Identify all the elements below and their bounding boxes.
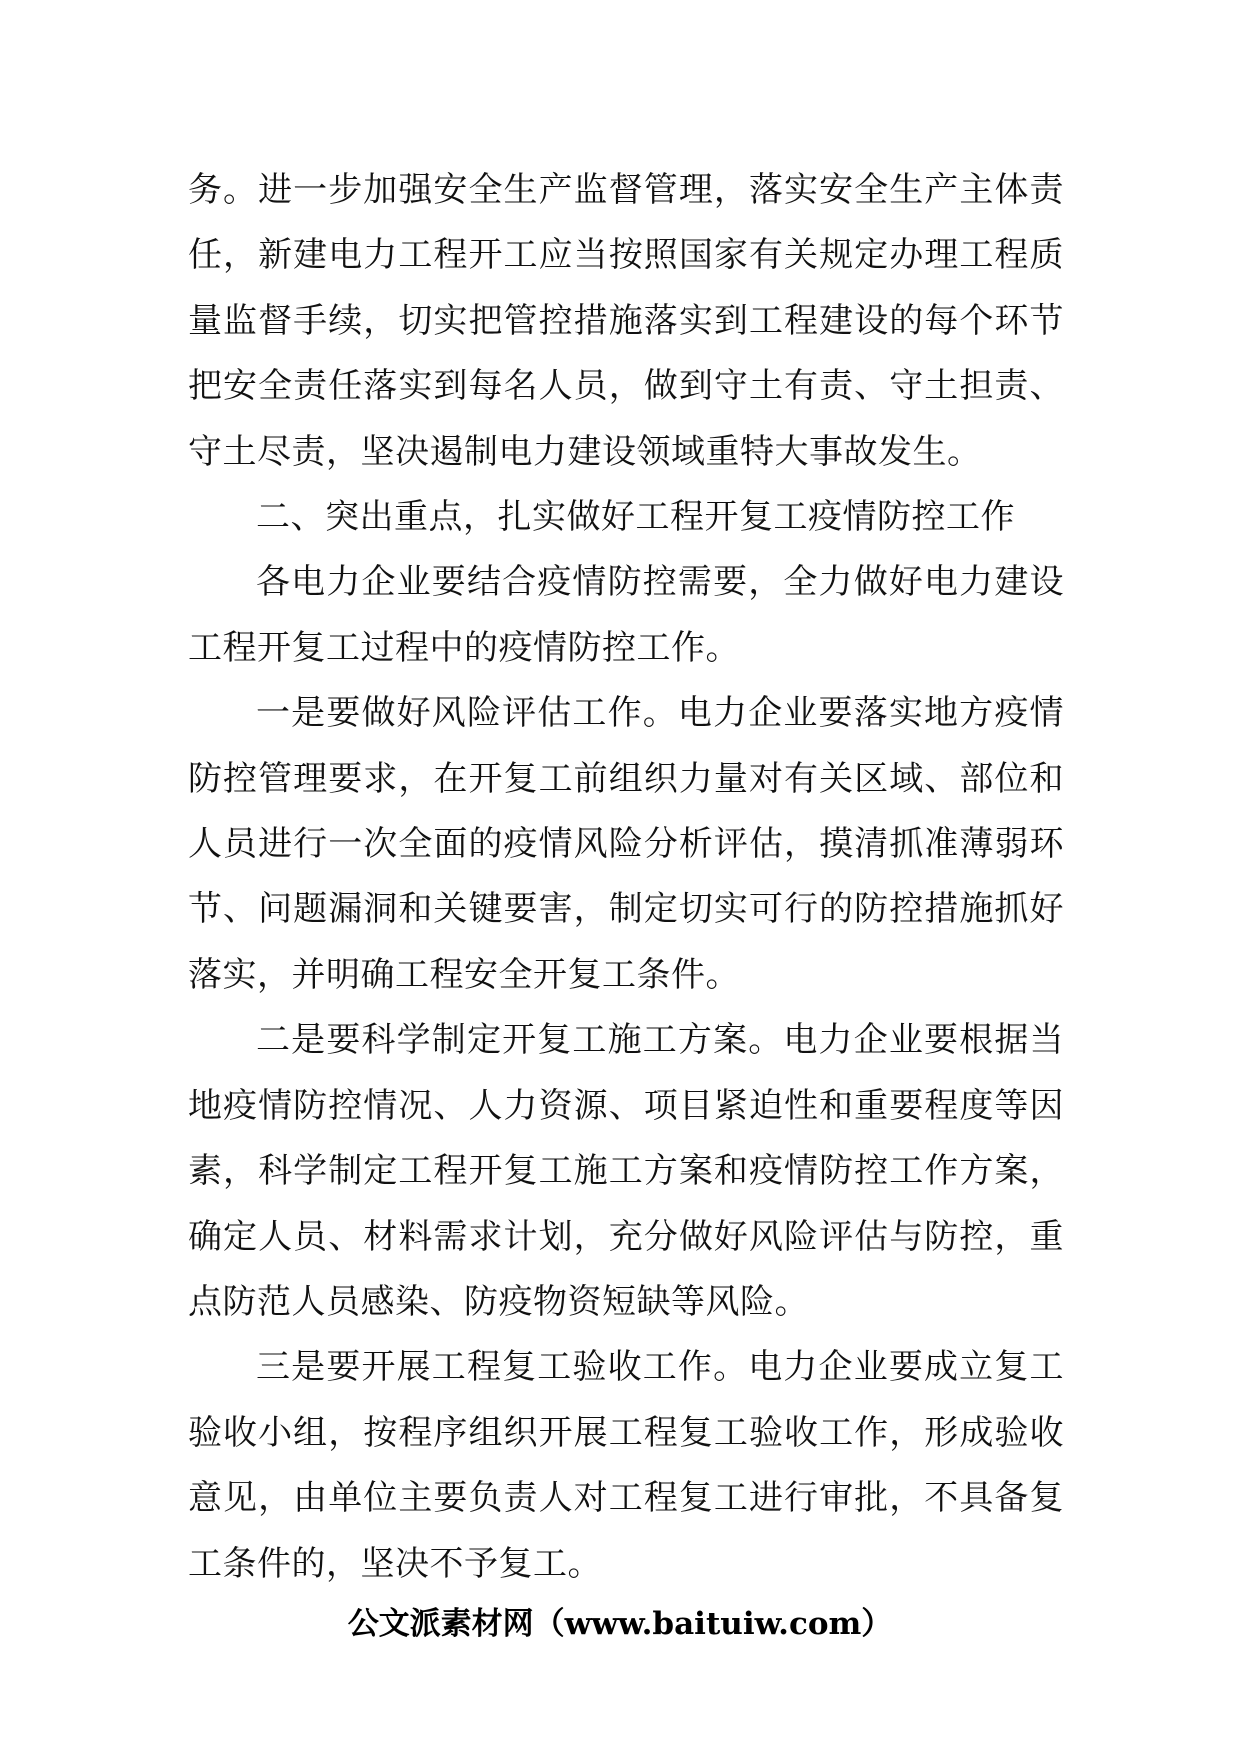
paragraph-intro: 各电力企业要结合疫情防控需要，全力做好电力建设工程开复工过程中的疫情防控工作。 (188, 562, 1064, 668)
paragraph-point-one: 一是要做好风险评估工作。电力企业要落实地方疫情防控管理要求，在开复工前组织力量对有关区域、部位和人员进行一次全面的疫情风险分析评估，摸清抓准薄弱环节、问题漏洞和关键要害，制定切实可行的防控措施抓好落实，并明确工程安全开复工条件。 (188, 693, 1064, 995)
section-heading: 二、突出重点，扎实做好工程开复工疫情防控工作 (256, 497, 1015, 538)
paragraph-continuation: 务。进一步加强安全生产监督管理，落实安全生产主体责任，新建电力工程开工应当按照国家有关规定办理工程质量监督手续，切实把管控措施落实到工程建设的每个环节把安全责任落实到每名人员，做到守土有责、守土担责、守土尽责，坚决遏制电力建设领域重特大事故发生。 (188, 170, 1064, 472)
paragraph-point-three: 三是要开展工程复工验收工作。电力企业要成立复工验收小组，按程序组织开展工程复工验收工作，形成验收意见，由单位主要负责人对工程复工进行审批，不具备复工条件的，坚决不予复工。 (188, 1347, 1064, 1584)
footer-source: 公文派素材网（www.baituiw.com） (347, 1606, 893, 1642)
document-body (188, 158, 1064, 1597)
paragraph-point-two: 二是要科学制定开复工施工方案。电力企业要根据当地疫情防控情况、人力资源、项目紧迫性和重要程度等因素，科学制定工程开复工施工方案和疫情防控工作方案，确定人员、材料需求计划，充分做好风险评估与防控，重点防范人员感染、防疫物资短缺等风险。 (188, 1020, 1064, 1322)
